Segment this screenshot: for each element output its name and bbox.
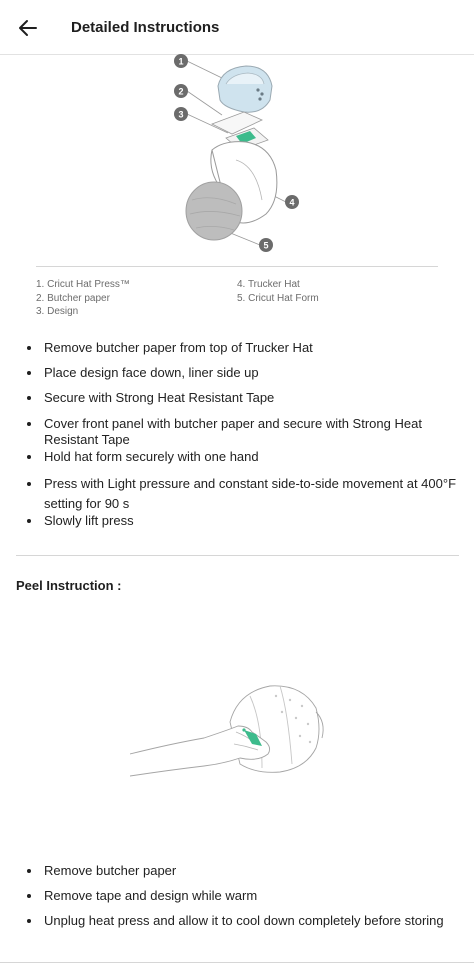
arrow-left-icon — [18, 18, 38, 38]
svg-text:5: 5 — [263, 240, 269, 251]
list-item: Remove butcher paper — [44, 863, 462, 879]
legend-item: 2. Butcher paper — [36, 292, 110, 304]
list-item: Remove butcher paper from top of Trucker Hat — [44, 340, 462, 356]
list-item: Press with Light pressure and constant side-to-side movement at 400°F setting for 90 s — [44, 474, 462, 514]
list-item: Slowly lift press — [44, 513, 462, 529]
legend-item: 5. Cricut Hat Form — [237, 292, 319, 304]
assembly-diagram — [0, 54, 474, 270]
callout-1 — [174, 54, 188, 68]
bullet-icon — [27, 396, 31, 400]
legend-left — [36, 278, 130, 319]
peel-illustration — [130, 672, 340, 782]
callout-2 — [174, 84, 188, 98]
page-title: Detailed Instructions — [71, 19, 220, 36]
callout-5 — [259, 238, 273, 252]
app-header — [0, 0, 474, 55]
svg-text:2: 2 — [178, 86, 184, 97]
svg-text:1: 1 — [178, 56, 184, 67]
svg-text:4: 4 — [289, 197, 295, 208]
bullet-icon — [27, 482, 31, 486]
diagram-divider — [36, 266, 438, 267]
callout-4 — [285, 195, 299, 209]
legend-item: 1. Cricut Hat Press™ — [36, 279, 130, 290]
bottom-divider — [0, 962, 474, 963]
list-item: Hold hat form securely with one hand — [44, 449, 462, 465]
legend-item: 3. Design — [36, 306, 79, 317]
hat-form-illustration — [186, 182, 242, 240]
back-button[interactable] — [14, 14, 42, 42]
legend-right — [237, 278, 319, 305]
list-item: Secure with Strong Heat Resistant Tape — [44, 390, 462, 406]
bullet-icon — [27, 455, 31, 459]
legend-item: 4. Trucker Hat — [237, 279, 300, 290]
callout-3 — [174, 107, 188, 121]
heat-press-illustration — [218, 66, 272, 112]
bullet-icon — [27, 919, 31, 923]
list-item: Remove tape and design while warm — [44, 888, 462, 904]
list-item: Cover front panel with butcher paper and secure with Strong Heat Resistant Tape — [44, 416, 462, 448]
list-item: Unplug heat press and allow it to cool down completely before storing — [44, 913, 462, 929]
bullet-icon — [27, 422, 31, 426]
bullet-icon — [27, 371, 31, 375]
peel-heading: Peel Instruction : — [16, 578, 122, 593]
section-divider — [16, 555, 459, 556]
bullet-icon — [27, 894, 31, 898]
bullet-icon — [27, 346, 31, 350]
list-item: Place design face down, liner side up — [44, 365, 462, 381]
bullet-icon — [27, 869, 31, 873]
svg-text:3: 3 — [178, 109, 184, 120]
bullet-icon — [27, 519, 31, 523]
